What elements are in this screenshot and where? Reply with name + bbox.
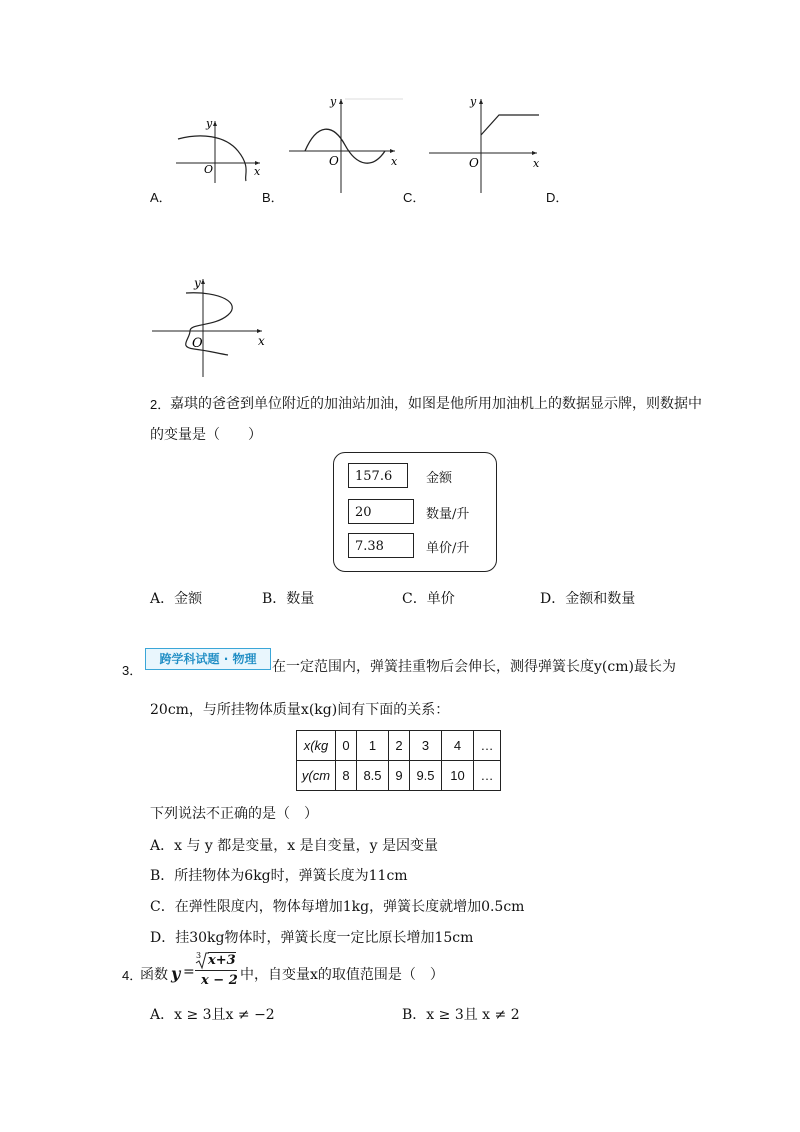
option-a-label: A． <box>150 190 172 205</box>
svg-text:y: y <box>206 117 213 130</box>
q3-option-a: A．x 与 y 都是变量，x 是自变量，y 是因变量 <box>150 838 438 854</box>
graph-d <box>150 275 270 380</box>
q4-suffix: 中，自变量x的取值范围是（ ） <box>240 967 444 983</box>
svg-text:O: O <box>192 336 203 351</box>
svg-text:x: x <box>391 155 398 168</box>
amount-value: 157.6 <box>348 463 408 488</box>
table-cell: 8.5 <box>357 761 389 791</box>
q4-denominator: x − 2 <box>201 973 238 988</box>
svg-text:O: O <box>204 163 214 176</box>
q3-prompt: 下列说法不正确的是（ ） <box>150 806 318 822</box>
option-d-label: D． <box>546 190 569 205</box>
q3-option-c: C．在弹性限度内，物体每增加1kg，弹簧长度就增加0.5cm <box>150 899 525 915</box>
fuel-display-panel <box>333 452 497 572</box>
q4-option-a: A．x ≥ 3且x ≠ −2 <box>150 1007 275 1023</box>
quantity-label: 数量/升 <box>426 507 470 522</box>
amount-label: 金额 <box>426 471 453 486</box>
q3-option-b: B．所挂物体为6kg时，弹簧长度为11cm <box>150 868 408 884</box>
q4-numerator: x+3 <box>208 953 236 968</box>
q3-option-d: D．挂30kg物体时，弹簧长度一定比原长增加15cm <box>150 930 474 946</box>
quantity-value: 20 <box>348 499 414 524</box>
q3-stem-line1: 在一定范围内，弹簧挂重物后会伸长，测得弹簧长度y(cm)最长为 <box>272 659 676 675</box>
q2-number: 2． <box>150 397 171 412</box>
unit-price-value: 7.38 <box>348 533 414 558</box>
table-cell: 2 <box>389 731 410 761</box>
graph-c <box>425 95 545 195</box>
svg-text:y: y <box>194 276 201 290</box>
table-cell: … <box>474 731 501 761</box>
q2-stem-line2: 的变量是（ ） <box>150 427 262 443</box>
q4-fraction <box>195 951 239 991</box>
fraction-bar <box>195 970 237 971</box>
radical-sign <box>195 952 209 970</box>
q3-stem-line2: 20cm，与所挂物体质量x(kg)间有下面的关系： <box>150 702 450 718</box>
q4-option-b: B．x ≥ 3且 x ≠ 2 <box>402 1007 520 1023</box>
q4-number: 4． <box>122 968 143 983</box>
table-cell: x(kg <box>297 731 336 761</box>
svg-text:x: x <box>258 334 265 348</box>
svg-text:y: y <box>470 95 477 108</box>
table-cell: 4 <box>442 731 474 761</box>
graph-a <box>170 115 270 185</box>
spring-data-table <box>296 730 501 791</box>
table-row <box>297 731 501 761</box>
q2-option-c: C．单价 <box>402 591 455 607</box>
table-cell: 0 <box>336 731 357 761</box>
option-c-label: C． <box>403 190 426 205</box>
q3-number: 3． <box>122 663 143 678</box>
svg-text:y: y <box>330 95 337 108</box>
svg-text:x: x <box>254 165 261 178</box>
q2-option-d: D．金额和数量 <box>540 591 636 607</box>
table-cell: … <box>474 761 501 791</box>
svg-text:O: O <box>469 156 479 170</box>
table-cell: 10 <box>442 761 474 791</box>
unit-price-label: 单价/升 <box>426 541 470 556</box>
graph-b <box>285 95 405 195</box>
q2-stem-line1: 嘉琪的爸爸到单位附近的加油站加油，如图是他所用加油机上的数据显示牌，则数据中 <box>170 396 702 412</box>
cross-subject-tag: 跨学科试题 · 物理 <box>145 648 271 670</box>
q2-option-a: A．金额 <box>150 591 203 607</box>
svg-text:x: x <box>533 157 540 170</box>
table-cell: 9 <box>389 761 410 791</box>
table-cell: 8 <box>336 761 357 791</box>
option-b-label: B． <box>262 190 284 205</box>
table-cell: 1 <box>357 731 389 761</box>
q4-prefix: 函数 <box>140 967 168 983</box>
table-cell: y(cm <box>297 761 336 791</box>
table-row <box>297 761 501 791</box>
q4-function-y: y <box>171 964 181 983</box>
q2-option-b: B．数量 <box>262 591 315 607</box>
table-cell: 3 <box>410 731 442 761</box>
q4-equals: = <box>183 964 195 980</box>
svg-text:O: O <box>329 154 339 168</box>
table-cell: 9.5 <box>410 761 442 791</box>
root-index: 3 <box>196 951 202 960</box>
